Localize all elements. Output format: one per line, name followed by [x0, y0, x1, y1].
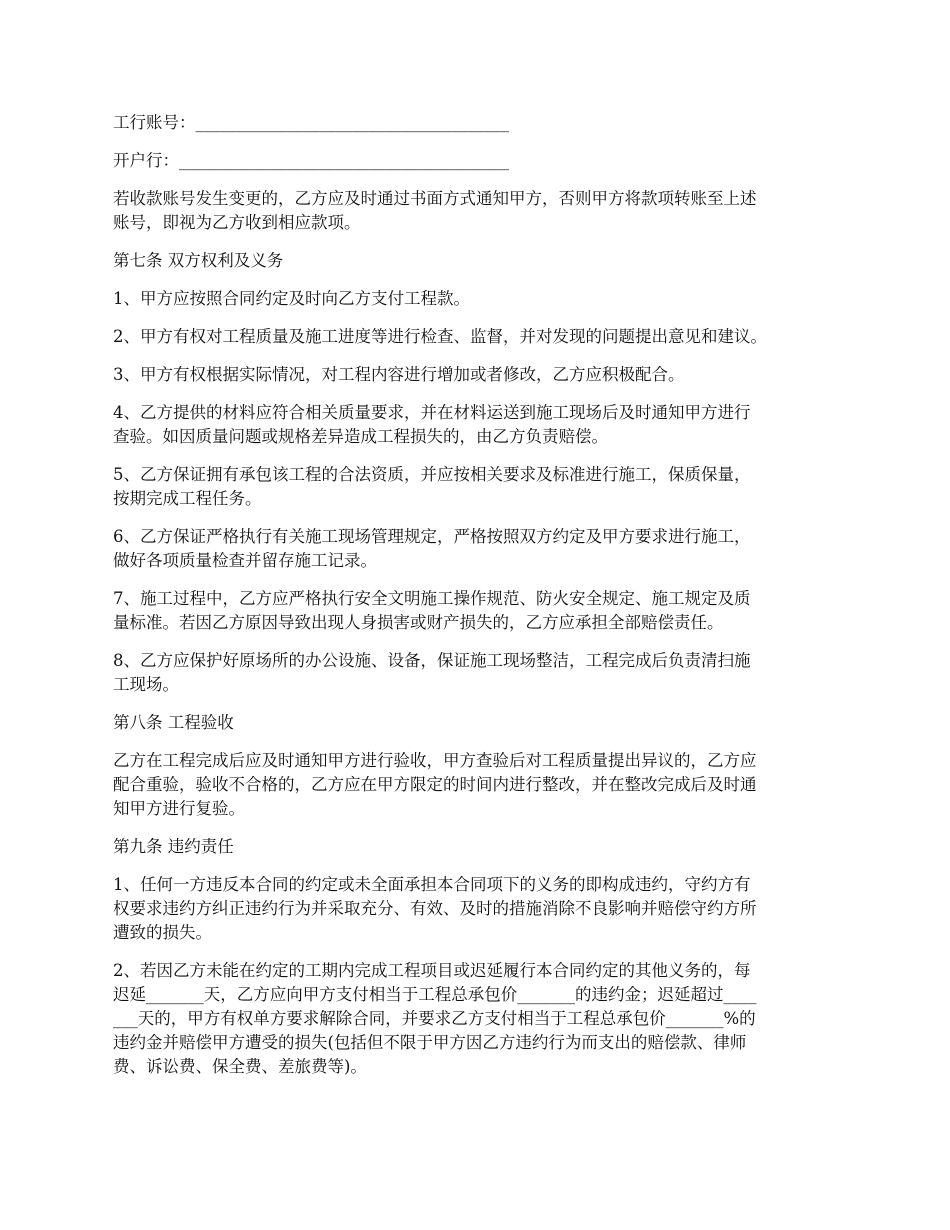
- item-line: 做好各项质量检查并留存施工记录。: [113, 551, 377, 570]
- item-line: 4、乙方提供的材料应符合相关质量要求，并在材料运送到施工现场后及时通知甲方进行: [113, 403, 751, 422]
- article-7-item-3: [113, 363, 843, 387]
- item-line: 按期完成工程任务。: [113, 489, 262, 508]
- article-8-title: 第八条 工程验收: [113, 713, 234, 732]
- body-line: 知甲方进行复验。: [113, 799, 245, 818]
- article-7-item-6: [113, 525, 843, 573]
- article-7-item-5: [113, 463, 843, 511]
- item-line: 2、甲方有权对工程质量及施工进度等进行检查、监督，并对发现的问题提出意见和建议。: [113, 327, 767, 346]
- article-9-item-2: [113, 959, 843, 1079]
- article-7-item-2: [113, 325, 843, 349]
- item-line: 遭致的损失。: [113, 923, 212, 942]
- bank-branch-field: [113, 149, 843, 173]
- item-line: 3、甲方有权根据实际情况，对工程内容进行增加或者修改，乙方应积极配合。: [113, 365, 685, 384]
- item-line: 违约金并赔偿甲方遭受的损失(包括但不限于甲方因乙方违约行为而支出的赔偿款、律师: [113, 1033, 747, 1052]
- article-8-body: [113, 749, 843, 821]
- article-7-title: 第七条 双方权利及义务: [113, 251, 284, 270]
- article-7-item-4: [113, 401, 843, 449]
- item-line: 查验。如因质量问题或规格差异造成工程损失的，由乙方负责赔偿。: [113, 427, 608, 446]
- bank-branch-label: 开户行：: [113, 151, 179, 170]
- item-line: 费、诉讼费、保全费、差旅费等)。: [113, 1057, 367, 1076]
- account-change-notice: [113, 187, 843, 235]
- item-line: 量标准。若因乙方原因导致出现人身损害或财产损失的，乙方应承担全部赔偿责任。: [113, 613, 724, 632]
- item-line: 5、乙方保证拥有承包该工程的合法资质，并应按相关要求及标准进行施工，保质保量，: [113, 465, 751, 484]
- body-line: 乙方在工程完成后应及时通知甲方进行验收，甲方查验后对工程质量提出异议的，乙方应: [113, 751, 757, 770]
- article-7-item-1: [113, 287, 843, 311]
- article-9-item-1: [113, 873, 843, 945]
- contract-page: [113, 111, 843, 1093]
- item-line: 1、任何一方违反本合同的约定或未全面承担本合同项下的义务的即构成违约，守约方有: [113, 875, 751, 894]
- notice-line: 账号，即视为乙方收到相应款项。: [113, 213, 361, 232]
- item-line: 权要求违约方纠正违约行为并采取充分、有效、及时的措施消除不良影响并赔偿守约方所: [113, 899, 757, 918]
- item-line: 工现场。: [113, 675, 179, 694]
- bank-account-field: [113, 111, 843, 135]
- body-line: 配合重验，验收不合格的，乙方应在甲方限定的时间内进行整改，并在整改完成后及时通: [113, 775, 757, 794]
- item-line: 1、甲方应按照合同约定及时向乙方支付工程款。: [113, 289, 470, 308]
- article-7-item-7: [113, 587, 843, 635]
- item-line: 6、乙方保证严格执行有关施工现场管理规定，严格按照双方约定及甲方要求进行施工，: [113, 527, 751, 546]
- article-9-title: 第九条 违约责任: [113, 837, 234, 856]
- article-7-item-8: [113, 649, 843, 697]
- bank-account-label: 工行账号：: [113, 113, 196, 132]
- item-line: 迟延_______天，乙方应向甲方支付相当于工程总承包价_______的违约金；迟延超过____: [113, 985, 757, 1004]
- bank-branch-blank: ________________________________________: [179, 151, 509, 170]
- item-line: 8、乙方应保护好原场所的办公设施、设备，保证施工现场整洁，工程完成后负责清扫施: [113, 651, 751, 670]
- item-line: 2、若因乙方未能在约定的工期内完成工程项目或迟延履行本合同约定的其他义务的，每: [113, 961, 751, 980]
- notice-line: 若收款账号发生变更的，乙方应及时通过书面方式通知甲方，否则甲方将款项转账至上述: [113, 189, 757, 208]
- bank-account-blank: ______________________________________: [195, 113, 509, 132]
- item-line: ___天的，甲方有权单方要求解除合同，并要求乙方支付相当于工程总承包价_______%的: [113, 1009, 756, 1028]
- item-line: 7、施工过程中，乙方应严格执行安全文明施工操作规范、防火安全规定、施工规定及质: [113, 589, 751, 608]
